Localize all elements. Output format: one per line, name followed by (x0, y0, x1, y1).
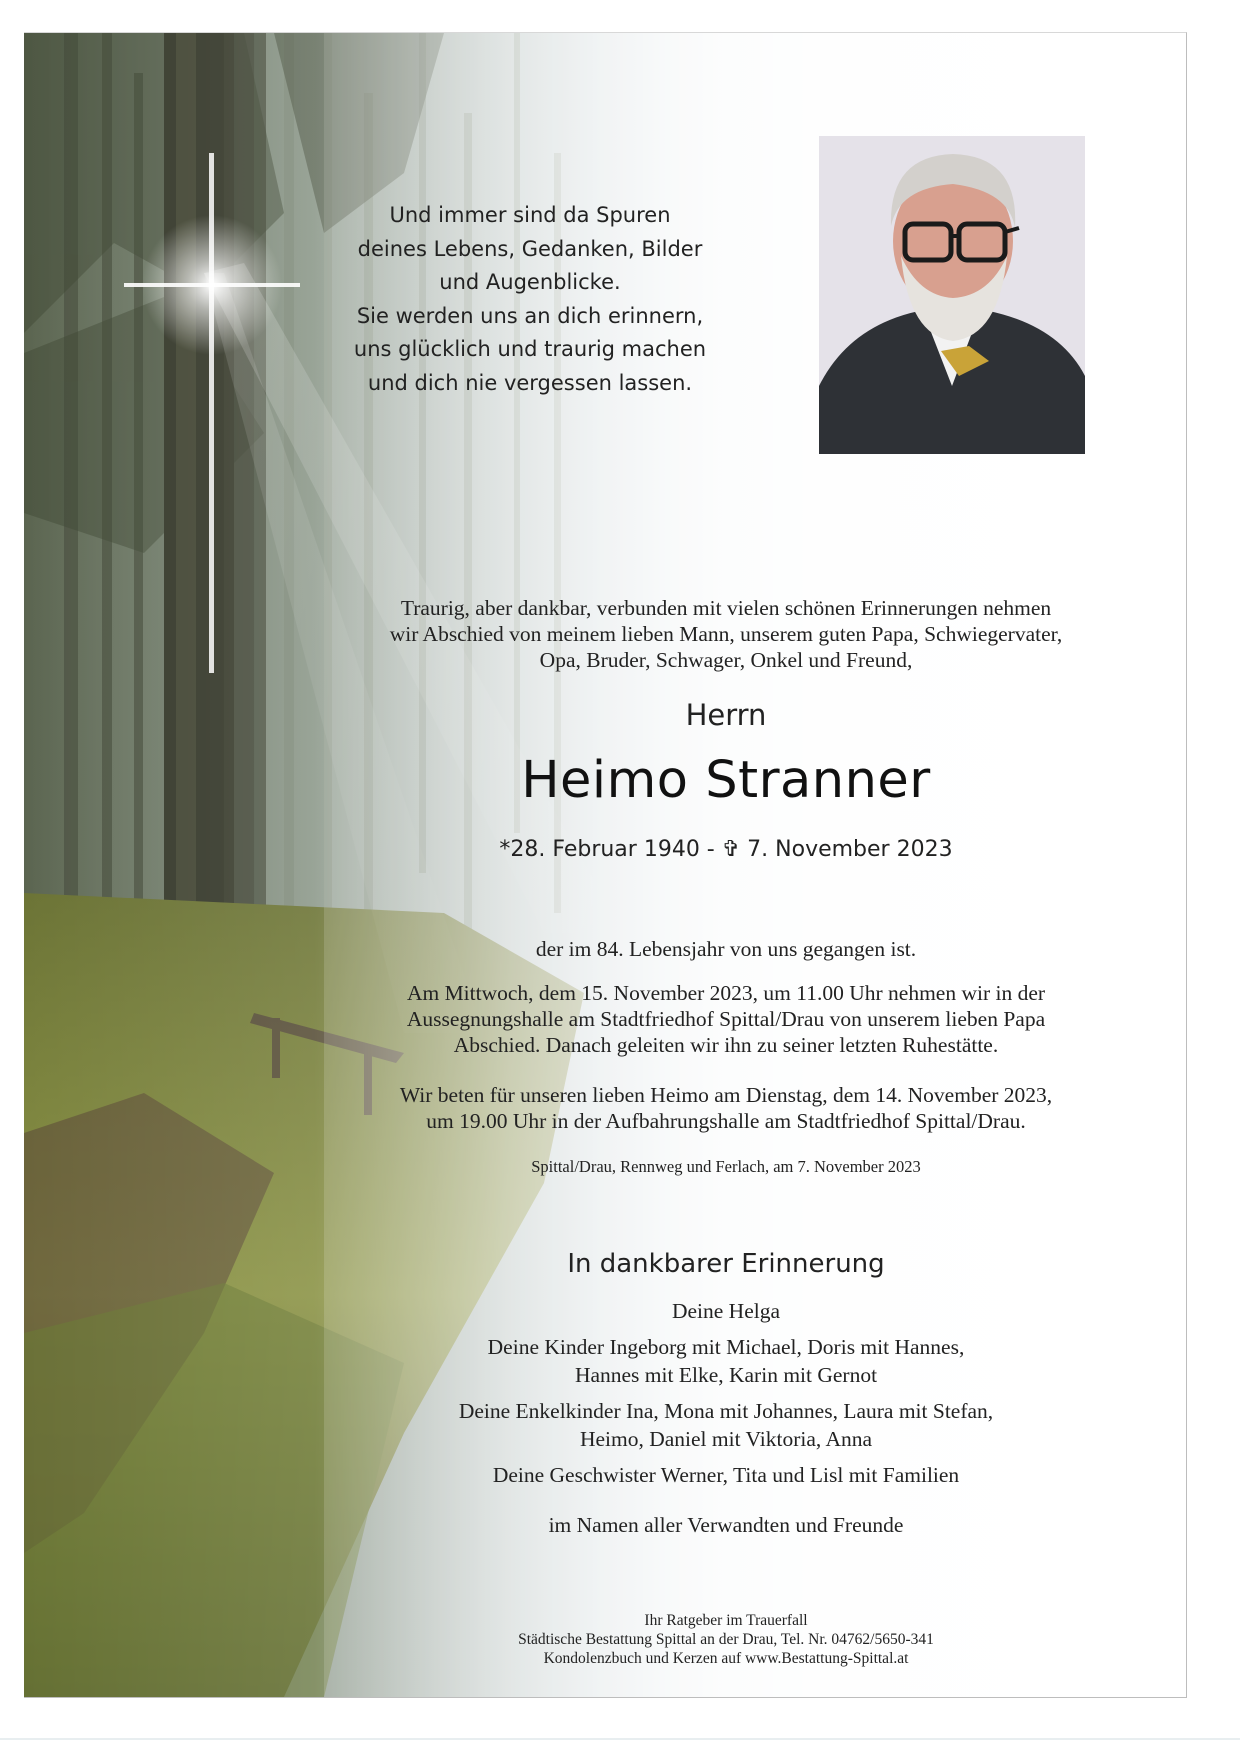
memorial-verse (352, 199, 708, 400)
verse-line: und dich nie vergessen lassen. (367, 370, 693, 395)
mourner-spouse: Deine Helga (671, 1299, 781, 1323)
farewell-line: Aussegnungshalle am Stadtfriedhof Spittal/Drau von unserem lieben Papa (406, 1007, 1046, 1031)
mourners-list (320, 1297, 1132, 1497)
verse-line: Sie werden uns an dich erinnern, (356, 303, 704, 328)
mourner-children: Hannes mit Elke, Karin mit Gernot (574, 1363, 878, 1387)
announcement-line: wir Abschied von meinem lieben Mann, unserem guten Papa, Schwiegervater, (389, 622, 1063, 646)
mourner-grandchildren: Heimo, Daniel mit Viktoria, Anna (579, 1427, 873, 1451)
prayer-paragraph (320, 1082, 1132, 1134)
announcement-line: Opa, Bruder, Schwager, Onkel und Freund, (539, 648, 913, 672)
deceased-name: Heimo Stranner (521, 751, 931, 810)
age-line: der im 84. Lebensjahr von uns gegangen ist. (535, 937, 917, 961)
verse-line: und Augenblicke. (439, 270, 621, 294)
verse-line: uns glücklich und traurig machen (353, 337, 707, 361)
prayer-line: um 19.00 Uhr in der Aufbahrungshalle am Stadtfriedhof Spittal/Drau. (426, 1109, 1026, 1133)
verse-line: deines Lebens, Gedanken, Bilder (357, 236, 703, 261)
footer-line: Städtische Bestattung Spittal an der Drau, Tel. Nr. 04762/5650-341 (518, 1631, 934, 1648)
announcement-paragraph (320, 595, 1132, 673)
footer-line: Kondolenzbuch und Kerzen auf www.Bestattung-Spittal.at (543, 1650, 909, 1667)
footer-line: Ihr Ratgeber im Trauerfall (644, 1612, 808, 1629)
verse-line: Und immer sind da Spuren (389, 203, 671, 227)
funeral-home-footer (320, 1611, 1132, 1668)
life-dates: *28. Februar 1940 - ✞ 7. November 2023 (499, 837, 953, 862)
closing-line: im Namen aller Verwandten und Freunde (548, 1513, 904, 1537)
announcement-line: Traurig, aber dankbar, verbunden mit vielen schönen Erinnerungen nehmen (400, 596, 1052, 620)
page-bottom-edge (0, 1738, 1240, 1740)
place-and-date: Spittal/Drau, Rennweg und Ferlach, am 7. November 2023 (531, 1157, 921, 1176)
obituary-card (24, 32, 1187, 1698)
mourner-siblings: Deine Geschwister Werner, Tita und Lisl mit Familien (492, 1463, 960, 1487)
farewell-paragraph (320, 980, 1132, 1058)
salutation: Herrn (685, 698, 767, 732)
remembrance-title: In dankbarer Erinnerung (567, 1249, 885, 1279)
farewell-line: Am Mittwoch, dem 15. November 2023, um 11.00 Uhr nehmen wir in der (406, 981, 1046, 1005)
prayer-line: Wir beten für unseren lieben Heimo am Dienstag, dem 14. November 2023, (399, 1083, 1053, 1107)
mourner-children: Deine Kinder Ingeborg mit Michael, Doris mit Hannes, (487, 1335, 965, 1359)
farewell-line: Abschied. Danach geleiten wir ihn zu seiner letzten Ruhestätte. (453, 1033, 999, 1057)
mourner-grandchildren: Deine Enkelkinder Ina, Mona mit Johannes, Laura mit Stefan, (458, 1399, 994, 1423)
